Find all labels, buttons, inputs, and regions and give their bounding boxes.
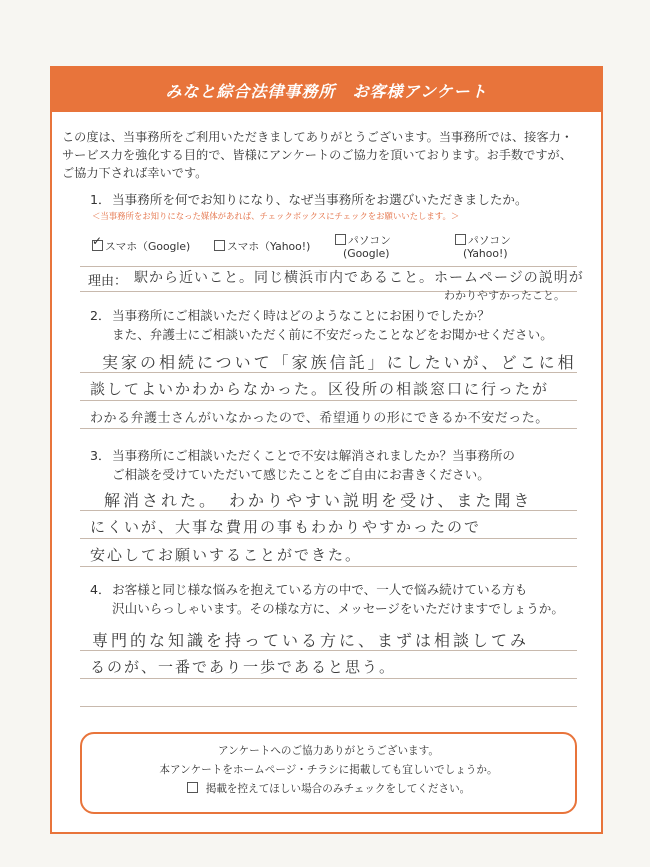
question-4 — [90, 580, 564, 618]
footer-question: 本アンケートをホームページ・チラシに掲載しても宜しいでしょうか。 — [159, 764, 498, 776]
answer-line — [80, 706, 577, 707]
option-smartphone-google[interactable] — [92, 240, 190, 253]
question-number: 3． — [90, 448, 111, 463]
checkbox[interactable] — [335, 234, 346, 245]
option-smartphone-yahoo[interactable] — [214, 240, 310, 253]
handwritten-answer: るのが、一番であり一歩であると思う。 — [90, 658, 397, 676]
handwritten-answer: にくいが、大事な費用の事もわかりやすかったので — [90, 518, 482, 536]
question-text: 沢山いらっしゃいます。その様な方に、メッセージをいただけますでしょうか。 — [112, 601, 564, 616]
survey-title: みなと綜合法律事務所 お客様アンケート — [52, 68, 601, 112]
question-text: また、弁護士にご相談いただく前に不安だったことなどをお聞かせください。 — [112, 327, 553, 342]
footer-thanks: アンケートへのご協力ありがとうございます。 — [218, 745, 439, 757]
handwritten-answer: 談してよいかわからなかった。区役所の相談窓口に行ったが — [90, 380, 550, 398]
question-text: 当事務所にご相談いただく時はどのようなことにお困りでしたか？ — [112, 308, 490, 323]
answer-line — [80, 678, 577, 679]
answer-line — [80, 428, 577, 429]
question-text: 当事務所を何でお知りになり、なぜ当事務所をお選びいただきましたか。 — [112, 192, 528, 207]
question-1 — [90, 190, 528, 209]
handwritten-answer: わかる弁護士さんがいなかったので、希望通りの形にできるか不安だった。 — [90, 411, 549, 426]
option-sublabel: (Yahoo!) — [463, 247, 508, 260]
question-text: 当事務所にご相談いただくことで不安は解消されましたか？当事務所の — [112, 448, 515, 463]
option-label: スマホ（Google) — [105, 240, 191, 253]
answer-line — [80, 538, 577, 539]
answer-line — [80, 510, 577, 511]
intro-line: ご協力下されば幸いです。 — [62, 166, 208, 180]
question-text: お客様と同じ様な悩みを抱えている方の中で、一人で悩み続けている方も — [112, 582, 528, 597]
option-label: パソコン — [468, 234, 511, 247]
handwritten-answer: 駅から近いこと。同じ横浜市内であること。ホームページの説明が — [134, 270, 584, 286]
consent-checkbox[interactable] — [187, 782, 198, 793]
question-text: ご相談を受けていただいて感じたことをご自由にお書きください。 — [112, 467, 490, 482]
option-label: パソコン — [348, 234, 391, 247]
answer-line — [80, 400, 577, 401]
publication-consent-box — [80, 732, 577, 814]
intro-line: サービス力を強化する目的で、皆様にアンケートのご協力を頂いております。お手数ですが、 — [62, 148, 572, 162]
intro-line: この度は、当事務所をご利用いただきましてありがとうございます。当事務所では、接客力・ — [62, 130, 573, 144]
question-number: 2． — [90, 308, 111, 323]
option-pc-google[interactable] — [335, 234, 391, 260]
handwritten-answer: わかりやすかったこと。 — [444, 289, 565, 302]
consent-label: 掲載を控えてほしい場合のみチェックをしてください。 — [205, 783, 471, 795]
question-3 — [90, 446, 515, 484]
question-2 — [90, 306, 553, 344]
handwritten-answer: 安心してお願いすることができた。 — [90, 546, 363, 564]
intro-text — [62, 128, 592, 182]
handwritten-answer: 実家の相続について「家族信託」にしたいが、どこに相 — [102, 353, 577, 372]
question-1-note: ＜当事務所をお知りになった媒体があれば、チェックボックスにチェックをお願いいたします。＞ — [92, 211, 460, 221]
checkbox[interactable] — [455, 234, 466, 245]
handwritten-answer: 解消された。 わかりやすい説明を受け、また聞き — [104, 491, 533, 510]
checkbox[interactable] — [92, 240, 103, 251]
option-pc-yahoo[interactable] — [455, 234, 511, 260]
option-label: スマホ（Yahoo!) — [227, 240, 311, 253]
question-number: 4． — [90, 582, 111, 597]
reason-label: 理由： — [88, 274, 128, 289]
survey-sheet — [50, 66, 603, 834]
question-number: 1． — [90, 192, 111, 207]
option-sublabel: (Google) — [343, 247, 390, 260]
answer-line — [80, 650, 577, 651]
consent-checkbox-row[interactable] — [82, 780, 575, 799]
handwritten-answer: 専門的な知識を持っている方に、まずは相談してみ — [92, 631, 530, 650]
answer-line — [80, 566, 577, 567]
answer-line — [80, 372, 577, 373]
checkbox[interactable] — [214, 240, 225, 251]
